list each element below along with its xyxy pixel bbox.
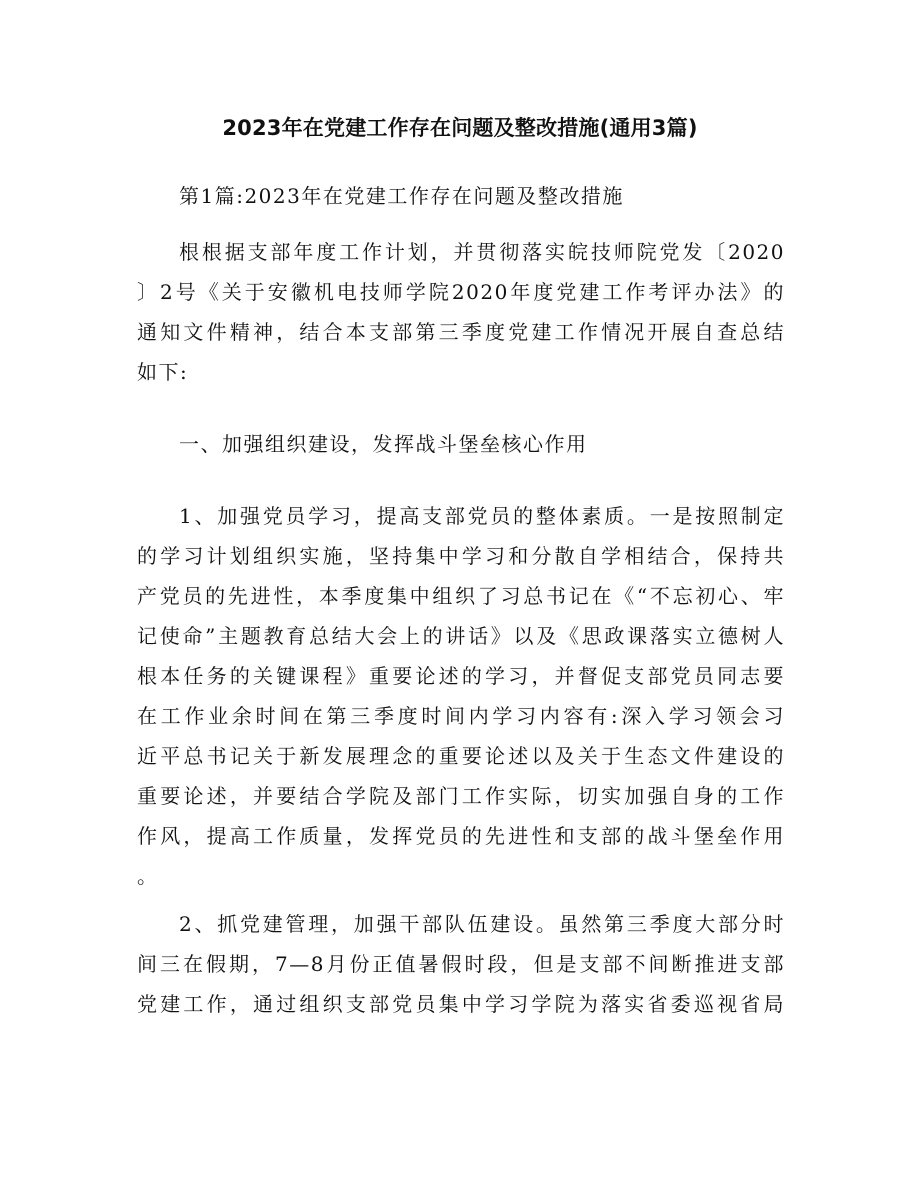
paragraph-line: 党建工作，通过组织支部党员集中学习学院为落实省委巡视省局 [137, 992, 785, 1016]
paragraph-point-1 [137, 496, 785, 896]
section-heading [137, 176, 785, 216]
paragraph-line: 2、抓党建管理，加强干部队伍建设。虽然第三季度大部分时 [179, 912, 785, 936]
paragraph-line: 的学习计划组织实施，坚持集中学习和分散自学相结合，保持共 [137, 544, 785, 568]
paragraph-point-2 [137, 904, 785, 1024]
paragraph-line: 产党员的先进性，本季度集中组织了习总书记在《“不忘初心、牢 [137, 584, 785, 608]
paragraph-line: 如下: [137, 360, 189, 384]
paragraph-line: 1、加强党员学习，提高支部党员的整体素质。一是按照制定 [179, 504, 785, 528]
paragraph-line: 间三在假期，7—8月份正值暑假时段，但是支部不间断推进支部 [137, 952, 785, 976]
paragraph-line: 近平总书记关于新发展理念的重要论述以及关于生态文件建设的 [137, 744, 785, 768]
paragraph-line: 记使命”主题教育总结大会上的讲话》以及《思政课落实立德树人 [137, 624, 785, 648]
paragraph-line: 一、加强组织建设，发挥战斗堡垒核心作用 [179, 432, 588, 456]
paragraph-line: 〕2号《关于安徽机电技师学院2020年度党建工作考评办法》的 [137, 280, 785, 304]
document-title: 2023年在党建工作存在问题及整改措施(通用3篇) [222, 116, 698, 140]
paragraph-line: 重要论述，并要结合学院及部门工作实际，切实加强自身的工作 [137, 784, 785, 808]
paragraph-line: 根根据支部年度工作计划，并贯彻落实皖技师院党发〔2020 [179, 240, 785, 264]
paragraph-line: 在工作业余时间在第三季度时间内学习内容有:深入学习领会习 [137, 704, 785, 728]
paragraph-line: 第1篇:2023年在党建工作存在问题及整改措施 [179, 184, 624, 208]
paragraph-line: 根本任务的关键课程》重要论述的学习，并督促支部党员同志要 [137, 664, 785, 688]
paragraph-line: 通知文件精神，结合本支部第三季度党建工作情况开展自查总结 [137, 320, 785, 344]
paragraph-intro [137, 232, 785, 392]
subheading-one [137, 424, 785, 464]
paragraph-line: 。 [137, 864, 159, 888]
paragraph-line: 作风，提高工作质量，发挥党员的先进性和支部的战斗堡垒作用 [137, 824, 785, 848]
